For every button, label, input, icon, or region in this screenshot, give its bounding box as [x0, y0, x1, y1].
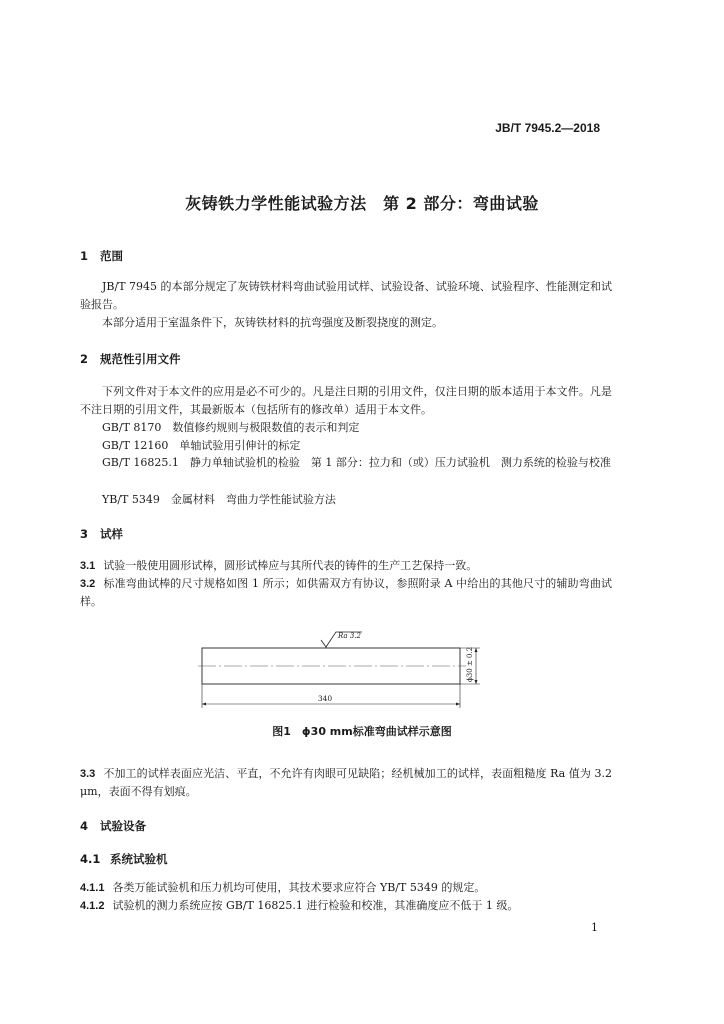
reference-item: GB/T 12160 单轴试验用引伸计的标定	[102, 439, 301, 452]
clause-3-1	[80, 557, 612, 575]
clause-number: 4.1.2	[80, 900, 105, 912]
length-label: 340	[317, 694, 333, 703]
diameter-label: ϕ30 ± 0.2	[466, 646, 474, 682]
clause-text: 标准弯曲试棒的尺寸规格如图 1 所示；如供需双方有协议，参照附录 A 中给出的其他尺寸的辅助弯曲试样。	[80, 577, 612, 608]
clause-3-3	[80, 765, 612, 801]
clause-number: 3.2	[80, 578, 96, 590]
document-title: 灰铸铁力学性能试验方法 第 2 部分：弯曲试验	[185, 194, 539, 213]
section-title: 试样	[100, 527, 123, 541]
clause-4-1-2	[80, 897, 612, 915]
section-title: 规范性引用文件	[100, 352, 181, 366]
section-number: 4.1	[80, 852, 101, 866]
clause-number: 4.1.1	[80, 882, 105, 894]
section-title: 范围	[100, 249, 123, 263]
section-2-heading	[80, 351, 181, 367]
roughness-label: Ra 3.2	[338, 632, 361, 640]
clause-number: 3.3	[80, 768, 96, 780]
section-number: 1	[80, 249, 89, 263]
clause-text: 试验一般使用圆形试棒，圆形试棒应与其所代表的铸件的生产工艺保持一致。	[103, 559, 478, 572]
page-number: 1	[591, 921, 598, 934]
clause-3-2	[80, 575, 612, 611]
section-number: 3	[80, 527, 89, 541]
figure-1-specimen-drawing	[190, 626, 490, 714]
clause-number: 3.1	[80, 560, 96, 572]
standard-code: JB/T 7945.2—2018	[495, 121, 600, 135]
clause-text: 各类万能试验机和压力机均可使用，其技术要求应符合 YB/T 5349 的规定。	[112, 881, 486, 894]
section-number: 4	[80, 819, 89, 833]
section-4-heading	[80, 818, 146, 834]
clause-text: 试验机的测力系统应按 GB/T 16825.1 进行检验和校准，其准确度应不低于 1 级。	[112, 899, 519, 912]
section-2-intro: 下列文件对于本文件的应用是必不可少的。凡是注日期的引用文件，仅注日期的版本适用于本文件。凡是不注日期的引用文件，其最新版本（包括所有的修改单）适用于本文件。	[80, 385, 612, 416]
section-1-heading	[80, 248, 123, 264]
section-4-1-heading	[80, 851, 168, 867]
section-title: 试验设备	[100, 819, 146, 833]
reference-item: GB/T 16825.1 静力单轴试验机的检验 第 1 部分：拉力和（或）压力试验机 测力系统的检验与校准	[102, 456, 611, 469]
reference-item: GB/T 8170 数值修约规则与极限数值的表示和判定	[102, 421, 360, 434]
section-1-paragraph-2: 本部分适用于室温条件下，灰铸铁材料的抗弯强度及断裂挠度的测定。	[102, 316, 443, 329]
section-number: 2	[80, 352, 89, 366]
section-3-heading	[80, 526, 123, 542]
reference-item: YB/T 5349 金属材料 弯曲力学性能试验方法	[102, 493, 336, 506]
figure-caption: 图1 ϕ30 mm标准弯曲试样示意图	[272, 725, 452, 738]
clause-4-1-1	[80, 879, 612, 897]
section-title: 系统试验机	[110, 852, 168, 866]
section-1-paragraph-1: JB/T 7945 的本部分规定了灰铸铁材料弯曲试验用试样、试验设备、试验环境、试验程序、性能测定和试验报告。	[80, 280, 612, 311]
clause-text: 不加工的试样表面应光洁、平直，不允许有肉眼可见缺陷；经机械加工的试样，表面粗糙度 Ra 值为 3.2 μm，表面不得有划痕。	[80, 767, 612, 798]
